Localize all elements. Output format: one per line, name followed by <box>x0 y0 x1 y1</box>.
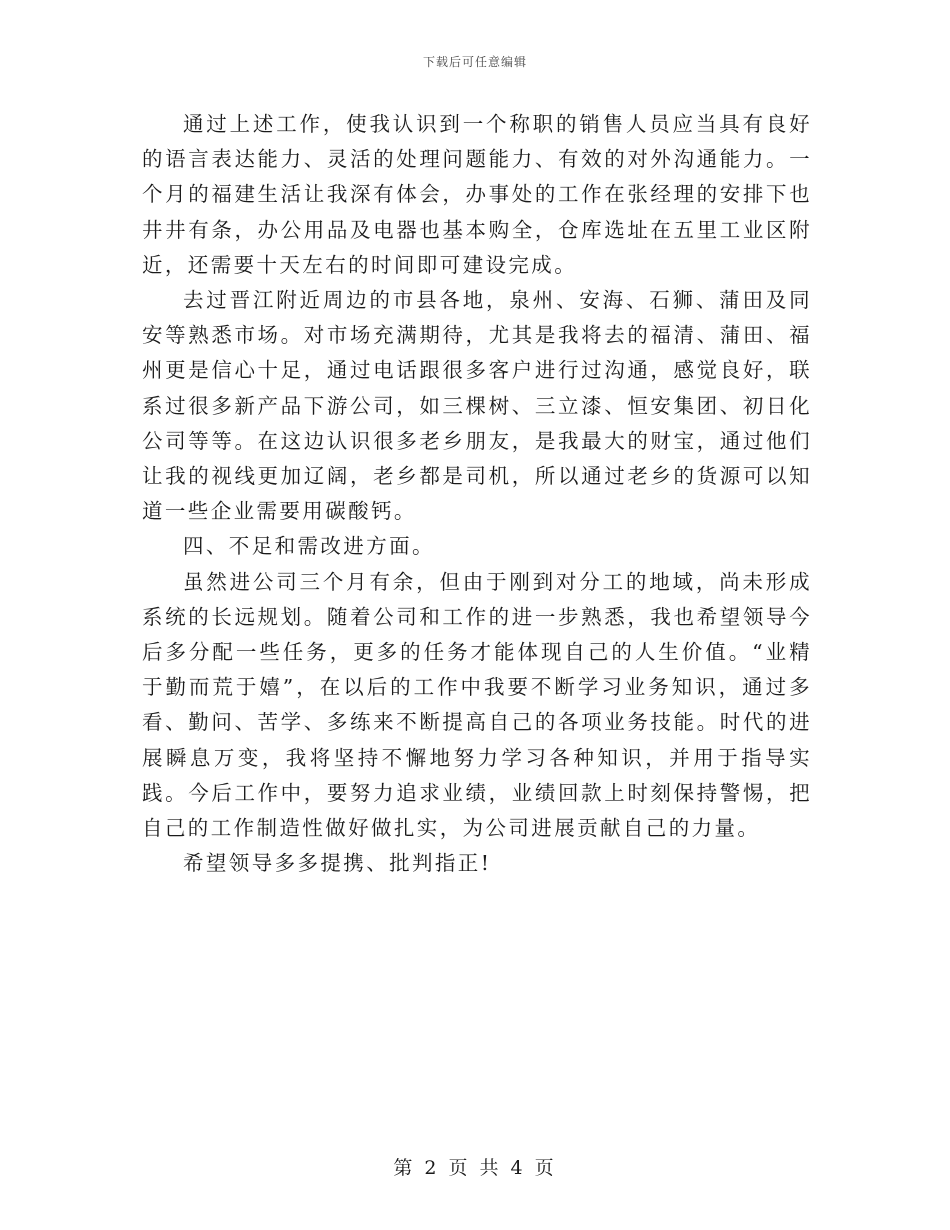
paragraph: 去过晋江附近周边的市县各地，泉州、安海、石狮、蒲田及同安等熟悉市场。对市场充满期待，尤其是我将去的福清、蒲田、福州更是信心十足，通过电话跟很多客户进行过沟通，感觉良好，联系过很多新产品下游公司，如三棵树、三立漆、恒安集团、初日化公司等等。在这边认识很多老乡朋友，是我最大的财宝，通过他们让我的视线更加辽阔，老乡都是司机，所以通过老乡的货源可以知道一些企业需要用碳酸钙。 <box>142 288 812 524</box>
paragraph: 虽然进公司三个月有余，但由于刚到对分工的地域，尚未形成系统的长远规划。随着公司和工作的进一步熟悉，我也希望领导今后多分配一些任务，更多的任务才能体现自己的人生价值。“业精于勤而荒于嬉”，在以后的工作中我要不断学习业务知识，通过多看、勤问、苦学、多练来不断提高自己的各项业务技能。时代的进展瞬息万变，我将坚持不懈地努力学习各种知识，并用于指导实践。今后工作中，要努力追求业绩，业绩回款上时刻保持警惕，把自己的工作制造性做好做扎实，为公司进展贡献自己的力量。 <box>142 569 812 841</box>
paragraph: 通过上述工作，使我认识到一个称职的销售人员应当具有良好的语言表达能力、灵活的处理问题能力、有效的对外沟通能力。一个月的福建生活让我深有体会，办事处的工作在张经理的安排下也井井有条，办公用品及电器也基本购全，仓库选址在五里工业区附近，还需要十天左右的时间即可建设完成。 <box>142 112 812 277</box>
closing-line: 希望领导多多提携、批判指正! <box>183 851 492 876</box>
page-number: 第 2 页 共 4 页 <box>393 1157 557 1179</box>
document-body <box>142 107 812 881</box>
section-heading: 四、不足和需改进方面。 <box>183 534 435 559</box>
header-note: 下载后可任意编辑 <box>422 55 527 69</box>
